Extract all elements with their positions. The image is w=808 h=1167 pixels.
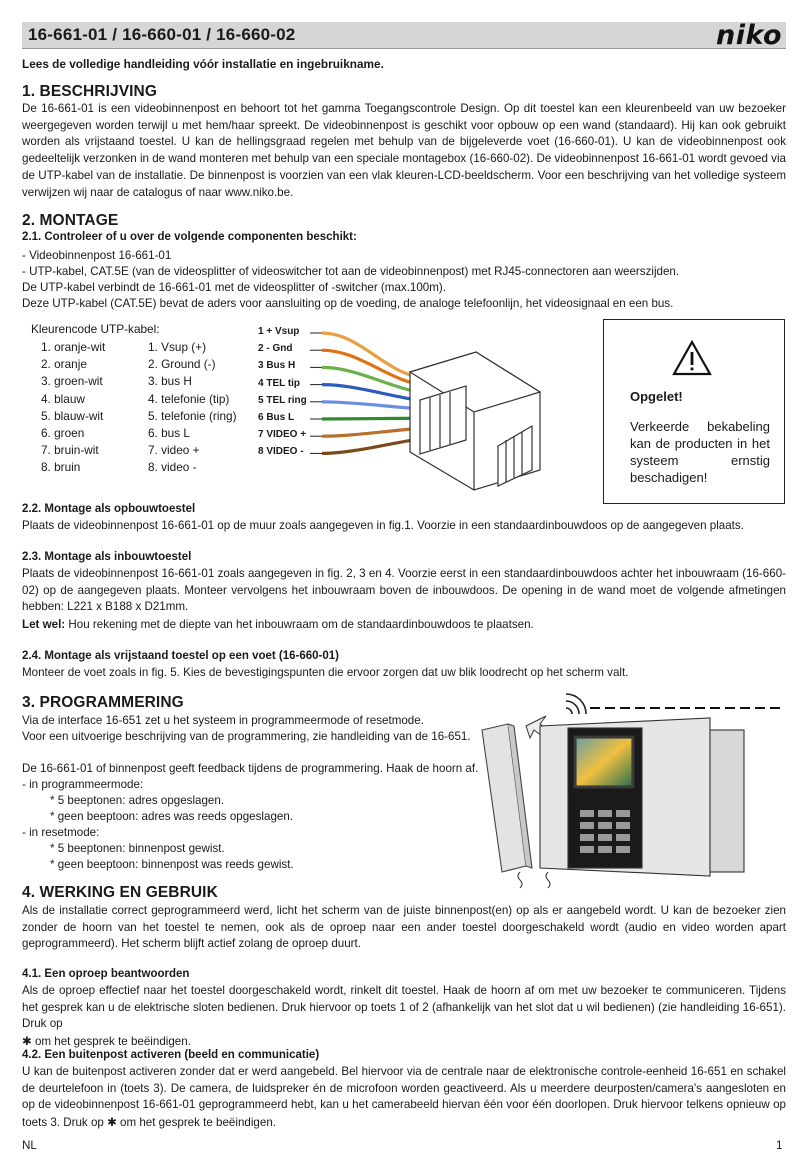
keypad-key (580, 834, 594, 841)
component-line-2: - UTP-kabel, CAT.5E (van de videosplitter of videoswitcher tot aan de videobinnenpost) met RJ45-connectoren aan weerszijden. (22, 265, 680, 278)
function-item: 7. video + (148, 443, 200, 458)
programming-line: * 5 beeptonen: binnenpost gewist. (50, 842, 225, 855)
keypad-key (580, 810, 594, 817)
keypad-key (580, 846, 594, 853)
section-4-2-title: 4.2. Een buitenpost activeren (beeld en communicatie) (22, 1049, 320, 1061)
color-item: 6. groen (41, 425, 85, 440)
keypad-key (616, 834, 630, 841)
warning-box (603, 319, 785, 504)
keypad-key (598, 834, 612, 841)
star-icon: ✱ (22, 1034, 32, 1049)
function-item: 4. telefonie (tip) (148, 391, 230, 406)
section-2-title: 2. MONTAGE (22, 212, 119, 229)
warning-title: Opgelet! (630, 389, 683, 404)
document-title: 16-661-01 / 16-660-01 / 16-660-02 (28, 25, 296, 44)
signal-icon (566, 694, 586, 714)
let-wel-label: Let wel: (22, 618, 66, 631)
component-line-1: - Videobinnenpost 16-661-01 (22, 249, 172, 262)
wire-label: 5 TEL ring (258, 394, 307, 406)
niko-logo: niko (715, 20, 782, 51)
programming-line: Via de interface 16-651 zet u het systeem in programmeermode of resetmode. (22, 714, 424, 727)
section-4-text: Als de installatie correct geprogrammeerd werd, licht het scherm van de juiste binnenpost(en) op als er aangebeld wordt. U kan de bezoeker zien zonder de hoorn van het toestel te nemen, ook als de oproep naar een ander toestel doorgeschakeld wordt (audio en video worden apart geprogrammeerd). Het scherm blijft actief zolang de oproep duurt. (22, 904, 786, 951)
function-item: 1. Vsup (+) (148, 340, 207, 354)
wire-label: 4 TEL tip (258, 377, 301, 389)
programming-line: - in programmeermode: (22, 778, 144, 791)
wire-label: 3 Bus H (258, 360, 296, 372)
programming-line: * 5 beeptonen: adres opgeslagen. (50, 794, 225, 807)
keypad-key (616, 846, 630, 853)
section-2-2-text: Plaats de videobinnenpost 16-661-01 op de muur zoals aangegeven in fig.1. Voorzie in een standaardinbouwdoos op de aangegeven plaats. (22, 519, 744, 532)
section-1-title: 1. BESCHRIJVING (22, 83, 158, 100)
function-item: 5. telefonie (ring) (148, 408, 237, 423)
color-code-title: Kleurencode UTP-kabel: (31, 322, 160, 336)
section-2-4-title: 2.4. Montage als vrijstaand toestel op een voet (16-660-01) (22, 650, 339, 662)
color-item: 4. blauw (41, 391, 85, 406)
warning-text: Verkeerde bekabeling kan de producten in het systeem ernstig beschadigen! (630, 419, 770, 485)
wire-label: 6 Bus L (258, 411, 295, 423)
wire-label: 1 + Vsup (258, 326, 300, 337)
keypad-key (598, 822, 612, 829)
color-item: 5. blauw-wit (41, 408, 104, 423)
color-item: 8. bruin (41, 460, 81, 475)
section-3-title: 3. PROGRAMMERING (22, 694, 184, 711)
programming-line: Voor een uitvoerige beschrijving van de programmering, zie handleiding van de 16-651. (22, 730, 471, 743)
video-intercom-illustration (470, 690, 780, 895)
programming-line: * geen beeptoon: binnenpost was reeds gewist. (50, 858, 294, 871)
section-4-1-title: 4.1. Een oproep beantwoorden (22, 968, 190, 980)
programming-line: * geen beeptoon: adres was reeds opgeslagen. (50, 810, 294, 823)
keypad-key (598, 846, 612, 853)
page-number: 1 (776, 1139, 783, 1152)
section-4-2-body: U kan de buitenpost activeren zonder dat er werd aangebeld. Bel hiervoor via de centrale naar de elektronische controle-eenheid 16-651 en schakel de deurtelefoon in (toets 3). De camera, de luidspreker én de microfoon worden geactiveerd. Als u meerdere deurposten/camera's aangesloten en op de videobinnenpost 16-661-01 geprogrammeerd hebt, kan u het camerabeeld hiervan één voor één doorlopen. Druk hiervoor telkens opnieuw op toets 3. Druk op (22, 1065, 786, 1130)
color-item: 2. oranje (41, 357, 87, 372)
section-4-1-end: om het gesprek te beëindigen. (31, 1035, 191, 1049)
footer-language: NL (22, 1139, 37, 1152)
component-line-4: Deze UTP-kabel (CAT.5E) bevat de aders voor aansluiting op de voeding, de analoge telefoonlijn, het videosignaal en een bus. (22, 297, 674, 310)
color-item: 3. groen-wit (41, 374, 103, 389)
component-line-3: De UTP-kabel verbindt de 16-661-01 met de videosplitter of -switcher (max.100m). (22, 281, 446, 294)
function-item: 3. bus H (148, 374, 192, 389)
section-4-title: 4. WERKING EN GEBRUIK (22, 884, 218, 901)
keypad-key (598, 810, 612, 817)
wire-label: 2 - Gnd (258, 343, 293, 355)
section-2-4-text: Monteer de voet zoals in fig. 5. Kies de bevestigingspunten die ervoor zorgen dat uw blik loodrecht op het scherm valt. (22, 666, 629, 679)
function-item: 8. video - (148, 460, 197, 475)
section-4-1-body: Als de oproep effectief naar het toestel doorgeschakeld wordt, rinkelt dit toestel. Haak de hoorn af om met uw bezoeker te communiceren. Tijdens het gesprek kan u de elektrische sloten bedienen. Druk hiervoor op toets 1 of 2 (afhankelijk van het slot dat u wil bedienen) (zie handleiding 16-651). Druk op (22, 984, 786, 1031)
function-item: 2. Ground (-) (148, 357, 216, 372)
star-icon: ✱ (107, 1115, 117, 1130)
section-2-3-title: 2.3. Montage als inbouwtoestel (22, 551, 192, 563)
wire-label: 8 VIDEO - (258, 446, 304, 458)
section-2-1-title: 2.1. Controleer of u over de volgende componenten beschikt: (22, 231, 357, 243)
section-4-1-text (22, 983, 786, 1051)
function-item: 6. bus L (148, 425, 190, 440)
section-1-text: De 16-661-01 is een videobinnenpost en behoort tot het gamma Toegangscontrole Design. Op dit toestel kan een kleurenbeeld van uw bezoeker weergegeven worden terwijl u met hem/haar spreekt. De videobinnenpost is geschikt voor opbouw op een wand (standaard). Hij kan ook gebruikt worden als vrijstaand toestel. U kan de hellingsgraad regelen met behulp van de bijgeleverde voet (16-660-01). U kan de videobinnenpost ook gedeeltelijk verzonken in de wand monteren met behulp van een speciale montagebox (16-660-02). De videobinnenpost 16-661-01 wordt gevoed via de UTP-kabel van de installatie. De binnenpost is voorzien van een vlak kleuren-LCD-beeldscherm. Voor een beschrijving van het volledige systeem verwijzen wij naar de catalogus of naar www.niko.be. (22, 102, 786, 199)
section-2-2-title: 2.2. Montage als opbouwtoestel (22, 503, 196, 515)
wire-label: 7 VIDEO + (258, 429, 307, 441)
color-item: 1. oranje-wit (41, 340, 106, 354)
warning-icon (672, 340, 712, 376)
programming-line: - in resetmode: (22, 826, 100, 839)
color-item: 7. bruin-wit (41, 443, 99, 458)
let-wel-text: Hou rekening met de diepte van het inbouwraam om de standaardinbouwdoos te plaatsen. (65, 618, 534, 631)
section-4-2-end: om het gesprek te beëindigen. (116, 1116, 276, 1130)
let-wel-note (22, 617, 786, 634)
rj45-connector-icon (410, 352, 540, 490)
intercom-unit (540, 718, 744, 876)
keypad-key (616, 822, 630, 829)
intro-text: Lees de volledige handleiding vóór installatie en ingebruikname. (22, 57, 384, 71)
section-2-3-text: Plaats de videobinnenpost 16-661-01 zoals aangegeven in fig. 2, 3 en 4. Voorzie eerst in een standaardinbouwdoos achter het inbouwraam (16-660-02) op de aangegeven plaats. Monteer vervolgens het inbouwraam boven de inbouwdoos. De opening in de wand moet de volgende afmetingen hebben: L221 x B188 x D21mm. (22, 567, 786, 614)
keypad-key (580, 822, 594, 829)
section-4-2-text (22, 1064, 786, 1132)
keypad-key (616, 810, 630, 817)
programming-line: De 16-661-01 of binnenpost geeft feedback tijdens de programmering. Haak de hoorn af. (22, 762, 479, 775)
